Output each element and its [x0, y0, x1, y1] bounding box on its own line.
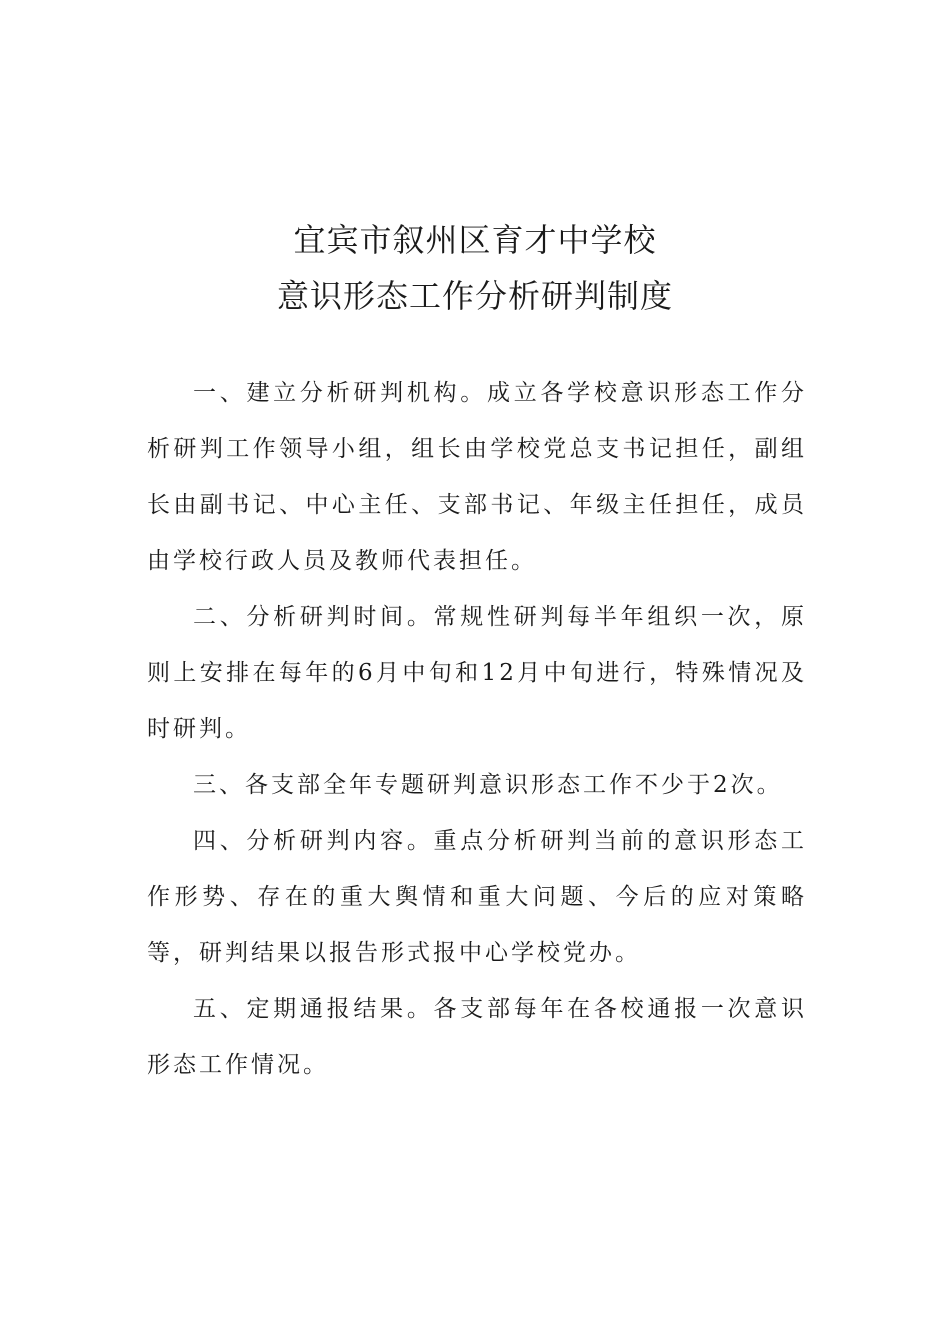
paragraph-analysis-content: 四、分析研判内容。重点分析研判当前的意识形态工作形势、存在的重大舆情和重大问题、今后的应对策略等，研判结果以报告形式报中心学校党办。 [147, 828, 807, 966]
title-school-name: 宜宾市叙州区育才中学校 [293, 221, 657, 259]
paragraph-branch-frequency: 三、各支部全年专题研判意识形态工作不少于2次。 [193, 772, 783, 798]
document-body [147, 365, 807, 1093]
title-regulation-name: 意识形态工作分析研判制度 [276, 277, 673, 315]
paragraph-report-results: 五、定期通报结果。各支部每年在各校通报一次意识形态工作情况。 [147, 996, 807, 1078]
paragraph-analysis-time: 二、分析研判时间。常规性研判每半年组织一次，原则上安排在每年的6月中旬和12月中旬进行，特殊情况及时研判。 [147, 604, 807, 742]
paragraph-establish-institution: 一、建立分析研判机构。成立各学校意识形态工作分析研判工作领导小组，组长由学校党总支书记担任，副组长由副书记、中心主任、支部书记、年级主任担任，成员由学校行政人员及教师代表担任。 [147, 380, 807, 574]
document-title [0, 212, 950, 324]
